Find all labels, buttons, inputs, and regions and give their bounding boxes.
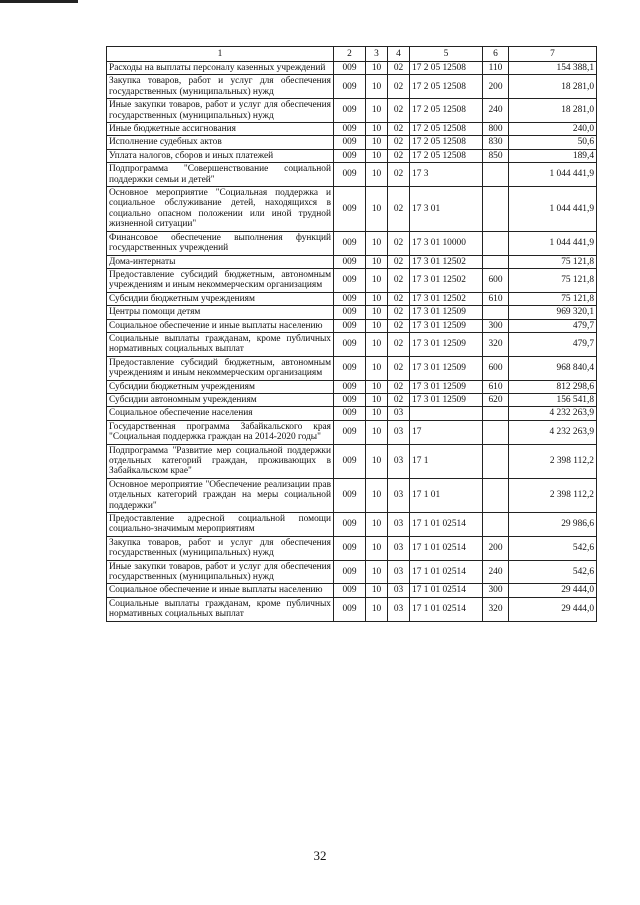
row-vr: 300 [483, 319, 509, 332]
row-rz: 10 [366, 584, 388, 597]
table-row [107, 420, 597, 444]
row-vr [483, 163, 509, 187]
row-name: Субсидии автономным учреждениям [107, 393, 334, 406]
row-pr: 03 [388, 560, 410, 584]
row-rz: 10 [366, 75, 388, 99]
row-csr: 17 2 05 12508 [410, 62, 483, 75]
table-row [107, 536, 597, 560]
row-sum: 1 044 441,9 [509, 231, 597, 255]
row-pr: 02 [388, 136, 410, 149]
row-gr: 009 [334, 75, 366, 99]
row-name: Предоставление адресной социальной помощи социально-значимым мероприятиям [107, 513, 334, 537]
row-sum: 240,0 [509, 123, 597, 136]
row-vr [483, 231, 509, 255]
row-csr: 17 1 01 02514 [410, 584, 483, 597]
row-gr: 009 [334, 306, 366, 319]
row-pr: 02 [388, 268, 410, 292]
header-row [107, 47, 597, 62]
row-gr: 009 [334, 597, 366, 621]
row-gr: 009 [334, 319, 366, 332]
row-csr [410, 407, 483, 420]
row-name: Основное мероприятие "Обеспечение реализации прав отдельных категорий граждан на меры социальной поддержки" [107, 478, 334, 512]
row-name: Социальные выплаты гражданам, кроме публичных нормативных социальных выплат [107, 597, 334, 621]
row-rz: 10 [366, 306, 388, 319]
row-rz: 10 [366, 513, 388, 537]
row-pr: 02 [388, 99, 410, 123]
row-csr: 17 3 [410, 163, 483, 187]
row-csr: 17 3 01 12509 [410, 393, 483, 406]
row-rz: 10 [366, 62, 388, 75]
row-rz: 10 [366, 123, 388, 136]
header-cell-sum: 7 [509, 47, 597, 62]
row-name: Дома-интернаты [107, 255, 334, 268]
row-pr: 02 [388, 163, 410, 187]
row-gr: 009 [334, 560, 366, 584]
row-vr: 240 [483, 560, 509, 584]
row-rz: 10 [366, 536, 388, 560]
row-vr: 850 [483, 149, 509, 162]
row-csr: 17 3 01 12502 [410, 255, 483, 268]
row-gr: 009 [334, 255, 366, 268]
row-sum: 1 044 441,9 [509, 163, 597, 187]
header-cell-rz: 3 [366, 47, 388, 62]
table-row [107, 584, 597, 597]
row-pr: 02 [388, 332, 410, 356]
row-rz: 10 [366, 356, 388, 380]
row-csr: 17 1 [410, 444, 483, 478]
row-sum: 50,6 [509, 136, 597, 149]
row-pr: 03 [388, 478, 410, 512]
row-vr [483, 407, 509, 420]
row-gr: 009 [334, 99, 366, 123]
row-sum: 2 398 112,2 [509, 478, 597, 512]
header-cell-csr: 5 [410, 47, 483, 62]
row-csr: 17 1 01 02514 [410, 513, 483, 537]
row-vr: 200 [483, 75, 509, 99]
row-sum: 75 121,8 [509, 268, 597, 292]
row-sum: 812 298,6 [509, 380, 597, 393]
row-name: Субсидии бюджетным учреждениям [107, 380, 334, 393]
row-vr: 240 [483, 99, 509, 123]
row-vr: 620 [483, 393, 509, 406]
row-rz: 10 [366, 393, 388, 406]
row-vr [483, 420, 509, 444]
row-csr: 17 3 01 12509 [410, 332, 483, 356]
table-row [107, 255, 597, 268]
table-row [107, 306, 597, 319]
header-cell-vr: 6 [483, 47, 509, 62]
row-vr [483, 306, 509, 319]
row-rz: 10 [366, 478, 388, 512]
row-gr: 009 [334, 62, 366, 75]
table-row [107, 123, 597, 136]
row-pr: 02 [388, 62, 410, 75]
row-name: Основное мероприятие "Социальная поддержка и социальное обслуживание детей, находящихся в социально опасном положении или иной трудной жизненной ситуации" [107, 187, 334, 232]
row-gr: 009 [334, 123, 366, 136]
table-row [107, 332, 597, 356]
row-name: Подпрограмма "Совершенствование социальной поддержки семьи и детей" [107, 163, 334, 187]
row-pr: 02 [388, 231, 410, 255]
row-pr: 03 [388, 584, 410, 597]
row-csr: 17 1 01 02514 [410, 597, 483, 621]
row-rz: 10 [366, 597, 388, 621]
row-gr: 009 [334, 231, 366, 255]
row-pr: 03 [388, 536, 410, 560]
row-vr: 610 [483, 380, 509, 393]
row-vr: 200 [483, 536, 509, 560]
row-rz: 10 [366, 420, 388, 444]
row-name: Субсидии бюджетным учреждениям [107, 292, 334, 305]
row-name: Предоставление субсидий бюджетным, автономным учреждениям и иным некоммерческим организациям [107, 356, 334, 380]
table-row [107, 187, 597, 232]
row-csr: 17 3 01 12509 [410, 306, 483, 319]
row-gr: 009 [334, 163, 366, 187]
row-vr: 830 [483, 136, 509, 149]
row-sum: 969 320,1 [509, 306, 597, 319]
row-name: Расходы на выплаты персоналу казенных учреждений [107, 62, 334, 75]
page-number: 32 [313, 848, 327, 863]
row-sum: 156 541,8 [509, 393, 597, 406]
row-name: Социальное обеспечение и иные выплаты населению [107, 584, 334, 597]
row-gr: 009 [334, 149, 366, 162]
row-gr: 009 [334, 380, 366, 393]
row-vr [483, 513, 509, 537]
row-pr: 02 [388, 123, 410, 136]
row-name: Исполнение судебных актов [107, 136, 334, 149]
row-csr: 17 2 05 12508 [410, 75, 483, 99]
row-csr: 17 3 01 12502 [410, 268, 483, 292]
row-name: Социальное обеспечение и иные выплаты населению [107, 319, 334, 332]
table-row [107, 75, 597, 99]
row-csr: 17 2 05 12508 [410, 99, 483, 123]
row-rz: 10 [366, 149, 388, 162]
row-rz: 10 [366, 444, 388, 478]
row-sum: 154 388,1 [509, 62, 597, 75]
table-row [107, 319, 597, 332]
table-body [107, 62, 597, 622]
row-pr: 03 [388, 420, 410, 444]
row-gr: 009 [334, 136, 366, 149]
row-pr: 03 [388, 513, 410, 537]
top-rule [0, 0, 78, 3]
row-vr [483, 255, 509, 268]
row-gr: 009 [334, 332, 366, 356]
row-name: Предоставление субсидий бюджетным, автономным учреждениям и иным некоммерческим организациям [107, 268, 334, 292]
row-gr: 009 [334, 407, 366, 420]
row-csr: 17 3 01 10000 [410, 231, 483, 255]
row-name: Закупка товаров, работ и услуг для обеспечения государственных (муниципальных) нужд [107, 75, 334, 99]
row-rz: 10 [366, 332, 388, 356]
row-sum: 189,4 [509, 149, 597, 162]
row-pr: 03 [388, 597, 410, 621]
table-row [107, 380, 597, 393]
row-csr: 17 3 01 12509 [410, 356, 483, 380]
row-sum: 29 986,6 [509, 513, 597, 537]
table-row [107, 393, 597, 406]
row-gr: 009 [334, 187, 366, 232]
row-name: Иные бюджетные ассигнования [107, 123, 334, 136]
row-gr: 009 [334, 444, 366, 478]
table-row [107, 99, 597, 123]
row-pr: 03 [388, 444, 410, 478]
header-cell-gr: 2 [334, 47, 366, 62]
table-row [107, 407, 597, 420]
row-name: Закупка товаров, работ и услуг для обеспечения государственных (муниципальных) нужд [107, 536, 334, 560]
row-gr: 009 [334, 478, 366, 512]
row-vr [483, 478, 509, 512]
row-gr: 009 [334, 513, 366, 537]
row-sum: 29 444,0 [509, 584, 597, 597]
row-rz: 10 [366, 268, 388, 292]
table-row [107, 136, 597, 149]
table-row [107, 560, 597, 584]
row-sum: 542,6 [509, 536, 597, 560]
row-rz: 10 [366, 255, 388, 268]
row-csr: 17 3 01 12509 [410, 380, 483, 393]
row-csr: 17 2 05 12508 [410, 149, 483, 162]
row-gr: 009 [334, 268, 366, 292]
row-sum: 4 232 263,9 [509, 420, 597, 444]
row-rz: 10 [366, 136, 388, 149]
row-vr: 110 [483, 62, 509, 75]
row-pr: 02 [388, 306, 410, 319]
row-name: Государственная программа Забайкальского края "Социальная поддержка граждан на 2014-2020 годы" [107, 420, 334, 444]
row-name: Финансовое обеспечение выполнения функций государственных учреждений [107, 231, 334, 255]
row-csr: 17 [410, 420, 483, 444]
row-sum: 18 281,0 [509, 75, 597, 99]
table-row [107, 597, 597, 621]
row-csr: 17 1 01 02514 [410, 536, 483, 560]
row-vr [483, 187, 509, 232]
row-sum: 18 281,0 [509, 99, 597, 123]
row-pr: 02 [388, 292, 410, 305]
row-rz: 10 [366, 292, 388, 305]
row-pr: 02 [388, 75, 410, 99]
row-name: Социальное обеспечение населения [107, 407, 334, 420]
row-pr: 02 [388, 393, 410, 406]
row-sum: 75 121,8 [509, 255, 597, 268]
row-sum: 75 121,8 [509, 292, 597, 305]
row-gr: 009 [334, 292, 366, 305]
row-sum: 4 232 263,9 [509, 407, 597, 420]
table-row [107, 513, 597, 537]
row-csr: 17 2 05 12508 [410, 136, 483, 149]
row-vr: 600 [483, 356, 509, 380]
table-row [107, 149, 597, 162]
row-vr [483, 444, 509, 478]
row-name: Иные закупки товаров, работ и услуг для обеспечения государственных (муниципальных) нужд [107, 99, 334, 123]
row-gr: 009 [334, 584, 366, 597]
table-row [107, 163, 597, 187]
row-pr: 02 [388, 319, 410, 332]
row-vr: 320 [483, 332, 509, 356]
row-vr: 600 [483, 268, 509, 292]
row-csr: 17 1 01 [410, 478, 483, 512]
row-sum: 2 398 112,2 [509, 444, 597, 478]
row-sum: 542,6 [509, 560, 597, 584]
row-rz: 10 [366, 319, 388, 332]
row-rz: 10 [366, 99, 388, 123]
row-gr: 009 [334, 536, 366, 560]
row-sum: 29 444,0 [509, 597, 597, 621]
table-row [107, 478, 597, 512]
row-rz: 10 [366, 187, 388, 232]
row-csr: 17 3 01 12509 [410, 319, 483, 332]
row-sum: 1 044 441,9 [509, 187, 597, 232]
row-sum: 479,7 [509, 332, 597, 356]
row-pr: 02 [388, 149, 410, 162]
row-rz: 10 [366, 560, 388, 584]
row-pr: 02 [388, 356, 410, 380]
row-name: Уплата налогов, сборов и иных платежей [107, 149, 334, 162]
row-rz: 10 [366, 407, 388, 420]
table-row [107, 62, 597, 75]
row-csr: 17 3 01 [410, 187, 483, 232]
row-pr: 02 [388, 380, 410, 393]
row-pr: 02 [388, 255, 410, 268]
row-csr: 17 3 01 12502 [410, 292, 483, 305]
row-rz: 10 [366, 380, 388, 393]
budget-table [106, 46, 597, 622]
row-sum: 479,7 [509, 319, 597, 332]
row-name: Социальные выплаты гражданам, кроме публичных нормативных социальных выплат [107, 332, 334, 356]
header-cell-pr: 4 [388, 47, 410, 62]
table-row [107, 444, 597, 478]
row-vr: 320 [483, 597, 509, 621]
row-name: Иные закупки товаров, работ и услуг для обеспечения государственных (муниципальных) нужд [107, 560, 334, 584]
row-name: Центры помощи детям [107, 306, 334, 319]
row-vr: 800 [483, 123, 509, 136]
row-vr: 300 [483, 584, 509, 597]
row-csr: 17 1 01 02514 [410, 560, 483, 584]
table-row [107, 356, 597, 380]
row-pr: 03 [388, 407, 410, 420]
row-gr: 009 [334, 393, 366, 406]
row-pr: 02 [388, 187, 410, 232]
row-sum: 968 840,4 [509, 356, 597, 380]
row-gr: 009 [334, 420, 366, 444]
header-cell-name: 1 [107, 47, 334, 62]
row-gr: 009 [334, 356, 366, 380]
row-csr: 17 2 05 12508 [410, 123, 483, 136]
row-vr: 610 [483, 292, 509, 305]
row-name: Подпрограмма "Развитие мер социальной поддержки отдельных категорий граждан, проживающих в Забайкальском крае" [107, 444, 334, 478]
table-row [107, 231, 597, 255]
row-rz: 10 [366, 231, 388, 255]
row-rz: 10 [366, 163, 388, 187]
table-row [107, 268, 597, 292]
table-row [107, 292, 597, 305]
